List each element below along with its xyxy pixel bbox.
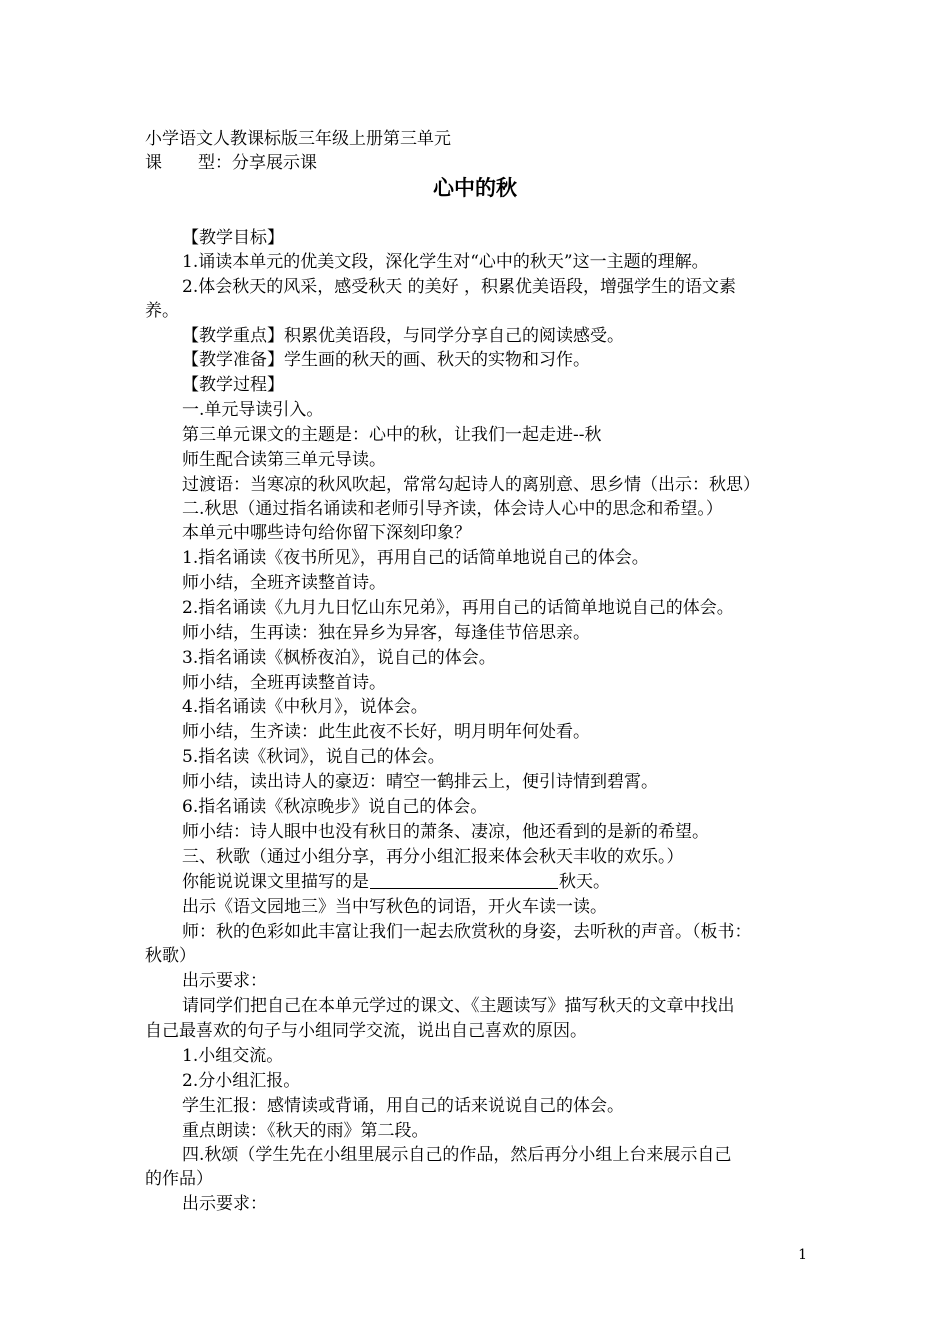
paragraph-line: 6.指名诵读《秋凉晚步》说自己的体会。	[182, 797, 488, 817]
paragraph-line: 1.诵读本单元的优美文段，深化学生对“心中的秋天”这一主题的理解。	[182, 252, 709, 272]
paragraph-line: 师小结，全班齐读整首诗。	[182, 573, 386, 593]
fill-in-line	[182, 870, 610, 894]
paragraph-line: 本单元中哪些诗句给你留下深刻印象？	[182, 523, 471, 543]
lesson-type-label-a: 课	[145, 153, 162, 173]
paragraph-line: 出示《语文园地三》当中写秋色的词语，开火车读一读。	[182, 897, 607, 917]
paragraph-line: 师小结，生齐读：此生此夜不长好，明月明年何处看。	[182, 722, 590, 742]
page-number: 1	[798, 1247, 807, 1263]
lesson-type-label-b: 型：	[198, 153, 232, 173]
fill-in-suffix: 秋天。	[559, 872, 610, 892]
paragraph-line: 自己最喜欢的句子与小组同学交流，说出自己喜欢的原因。	[145, 1021, 587, 1041]
paragraph-line: 5.指名读《秋词》，说自己的体会。	[182, 747, 445, 767]
fill-in-prefix: 你能说说课文里描写的是	[182, 872, 369, 892]
paragraph-line: 重点朗读：《秋天的雨》第二段。	[182, 1121, 429, 1141]
paragraph-line: 师生配合读第三单元导读。	[182, 450, 386, 470]
paragraph-line: 师小结，全班再读整首诗。	[182, 673, 386, 693]
paragraph-line: 请同学们把自己在本单元学过的课文、《主题读写》描写秋天的文章中找出	[182, 996, 735, 1016]
paragraph-line: 2.分小组汇报。	[182, 1071, 301, 1091]
paragraph-line: 过渡语：当寒凉的秋风吹起，常常勾起诗人的离别意、思乡情（出示：秋思）	[182, 475, 760, 495]
section-process-heading: 【教学过程】	[182, 375, 284, 395]
paragraph-line: 师：秋的色彩如此丰富让我们一起去欣赏秋的身姿，去听秋的声音。（板书：	[182, 922, 752, 942]
paragraph-line: 2.指名诵读《九月九日忆山东兄弟》，再用自己的话简单地说自己的体会。	[182, 598, 734, 618]
paragraph-line: 出示要求：	[182, 1194, 267, 1214]
paragraph-line: 1.指名诵读《夜书所见》，再用自己的话简单地说自己的体会。	[182, 548, 649, 568]
course-info-line: 小学语文人教课标版三年级上册第三单元	[145, 129, 451, 149]
section-objectives-heading: 【教学目标】	[182, 228, 284, 248]
paragraph-line: 四.秋颂（学生先在小组里展示自己的作品，然后再分小组上台来展示自己	[182, 1145, 732, 1165]
paragraph-line: 二.秋思（通过指名诵读和老师引导齐读，体会诗人心中的思念和希望。）	[182, 499, 723, 519]
paragraph-line: 学生汇报：感情读或背诵，用自己的话来说说自己的体会。	[182, 1096, 624, 1116]
paragraph-line: 的作品）	[145, 1169, 213, 1189]
paragraph-line: 3.指名诵读《枫桥夜泊》，说自己的体会。	[182, 648, 496, 668]
paragraph-line: 1.小组交流。	[182, 1046, 284, 1066]
paragraph-line: 出示要求：	[182, 971, 267, 991]
paragraph-line: 秋歌）	[145, 946, 196, 966]
paragraph-line: 第三单元课文的主题是：心中的秋，让我们一起走进--秋	[182, 425, 602, 445]
paragraph-line: 师小结，读出诗人的豪迈：晴空一鹤排云上，便引诗情到碧霄。	[182, 772, 658, 792]
paragraph-line: 养。	[145, 301, 179, 321]
paragraph-line: 【教学准备】学生画的秋天的画、秋天的实物和习作。	[182, 350, 590, 370]
fill-in-blank	[370, 870, 558, 889]
paragraph-line: 2.体会秋天的风采，感受秋天 的美好 ，积累优美语段，增强学生的语文素	[182, 277, 737, 297]
paragraph-line: 4.指名诵读《中秋月》，说体会。	[182, 697, 428, 717]
lesson-type-line	[145, 151, 317, 175]
document-title: 心中的秋	[433, 176, 517, 200]
paragraph-line: 【教学重点】积累优美语段，与同学分享自己的阅读感受。	[182, 326, 624, 346]
lesson-type-value: 分享展示课	[232, 153, 317, 173]
paragraph-line: 三、秋歌（通过小组分享，再分小组汇报来体会秋天丰收的欢乐。）	[182, 847, 684, 867]
paragraph-line: 一.单元导读引入。	[182, 400, 324, 420]
paragraph-line: 师小结，生再读：独在异乡为异客，每逢佳节倍思亲。	[182, 623, 590, 643]
paragraph-line: 师小结：诗人眼中也没有秋日的萧条、凄凉，他还看到的是新的希望。	[182, 822, 709, 842]
